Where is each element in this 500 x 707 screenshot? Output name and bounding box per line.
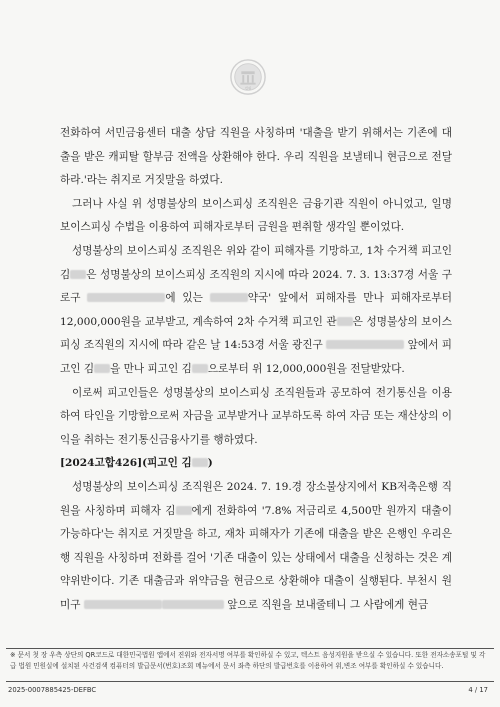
verification-notice (6, 648, 494, 682)
paragraph-5 (60, 476, 452, 618)
redaction-mask (326, 340, 404, 349)
case-heading-end: ) (207, 457, 213, 470)
judgment-body (60, 122, 452, 617)
paragraph-3-text-f: 앞에서 피고인 김 (60, 339, 452, 375)
paragraph-4 (60, 382, 452, 453)
paragraph-4-text: 이로써 피고인들은 성명불상의 보이스피싱 조직원들과 공모하여 전기통신을 이용하여 타인을 기망함으로써 자금을 교부받거나 교부하도록 하여 자금 또는 재산상의 이익을 취하는 전기통신금융사기를 행하였다. (60, 386, 452, 446)
paragraph-3-text-g: 을 만나 피고인 김 (110, 362, 192, 375)
redaction-mask (70, 270, 86, 279)
court-emblem-icon (229, 58, 267, 96)
redaction-mask (192, 364, 208, 373)
redaction-mask (176, 506, 192, 515)
issue-number: 2025-0007885425-DEFBC (8, 686, 97, 694)
paragraph-3-text-e: 은 성명불상의 보이스피싱 조직원의 지시에 따라 같은 날 14:53경 서울 광진구 (60, 315, 453, 352)
verification-notice-text: ※ 문서 첫 장 우측 상단의 QR코드로 대한민국법원 앱에서 진위와 전자서명 여부를 확인하실 수 있고, 텍스트 음성지원을 받으실 수 있습니다. 또한 전자소송포털 및 각급 법원 민원실에 설치된 사건검색 컴퓨터의 발급문서(번호)조회 메뉴에서 문서 좌측 하단의 발급번호를 이용하여 위,변조 여부를 확인하실 수 있습니다. (10, 651, 486, 670)
paragraph-5-text-a: 성명불상의 보이스피싱 조직원은 2024. 7. 19.경 장소불상지에서 KB저축은행 직원을 사칭하며 피해자 김 (60, 480, 452, 517)
paragraph-2-text: 그러나 사실 위 성명불상의 보이스피싱 조직원은 금융기관 직원이 아니었고, 일명 보이스피싱 수법을 이용하여 피해자로부터 금원을 편취할 생각일 뿐이었다. (60, 197, 452, 234)
paragraph-3 (60, 240, 452, 382)
case-heading (60, 452, 452, 476)
redaction-mask (210, 293, 248, 302)
paragraph-3-text-h: 으로부터 위 12,000,000원을 전달받았다. (207, 362, 405, 375)
redaction-mask (94, 364, 110, 373)
paragraph-1 (60, 122, 452, 193)
redaction-mask (87, 293, 165, 302)
paragraph-3-text-d: 약국' 앞에서 피해자를 만나 피해자로부터 12,000,000원을 교부받고, 계속하여 2차 수거책 피고인 관 (60, 292, 453, 328)
paragraph-3-text-c: 에 있는 (165, 292, 210, 305)
emblem-label: 법원 (244, 86, 252, 91)
paragraph-5-text-b: 에게 전화하여 '7.8% 저금리로 4,500만 원까지 대출이 가능하다'는 취지로 거짓말을 하고, 재차 피해자가 기존에 대출을 받은 은행인 우리은행 직원을 사칭하며 전화를 걸어 '기존 대출이 있는 상태에서 대출을 신청하는 것은 계약위반이다. 기존 대출금과 위약금을 현금으로 상환해야 대출이 실행된다. 부천시 원미구 (60, 504, 452, 611)
paragraph-1-text: 전화하여 서민금융센터 대출 상담 직원을 사칭하며 '대출을 받기 위해서는 기존에 대출을 받은 캐피탈 할부금 전액을 상환해야 한다. 우리 직원을 보낼테니 현금으로 전달하라.'라는 취지로 거짓말을 하였다. (60, 127, 452, 187)
paragraph-2 (60, 193, 452, 240)
redaction-mask (84, 600, 162, 609)
page-number: 4 / 17 (468, 686, 488, 694)
paragraph-3-text-a: 성명불상의 보이스피싱 조직원은 위와 같이 피해자를 기망하고, 1차 수거책 피고인 김 (60, 244, 452, 281)
redaction-mask (162, 600, 224, 609)
case-heading-text: [2024고합426](피고인 김 (60, 457, 192, 470)
redaction-mask (337, 317, 353, 326)
paragraph-5-text-c: 앞으로 직원을 보내줄테니 그 사람에게 현금 (223, 598, 429, 611)
paragraph-3-text-b: 은 성명불상의 보이스피싱 조직원의 지시에 따라 2024. 7. 3. 13:37경 서울 구로구 (60, 268, 452, 305)
redaction-mask (192, 458, 208, 467)
